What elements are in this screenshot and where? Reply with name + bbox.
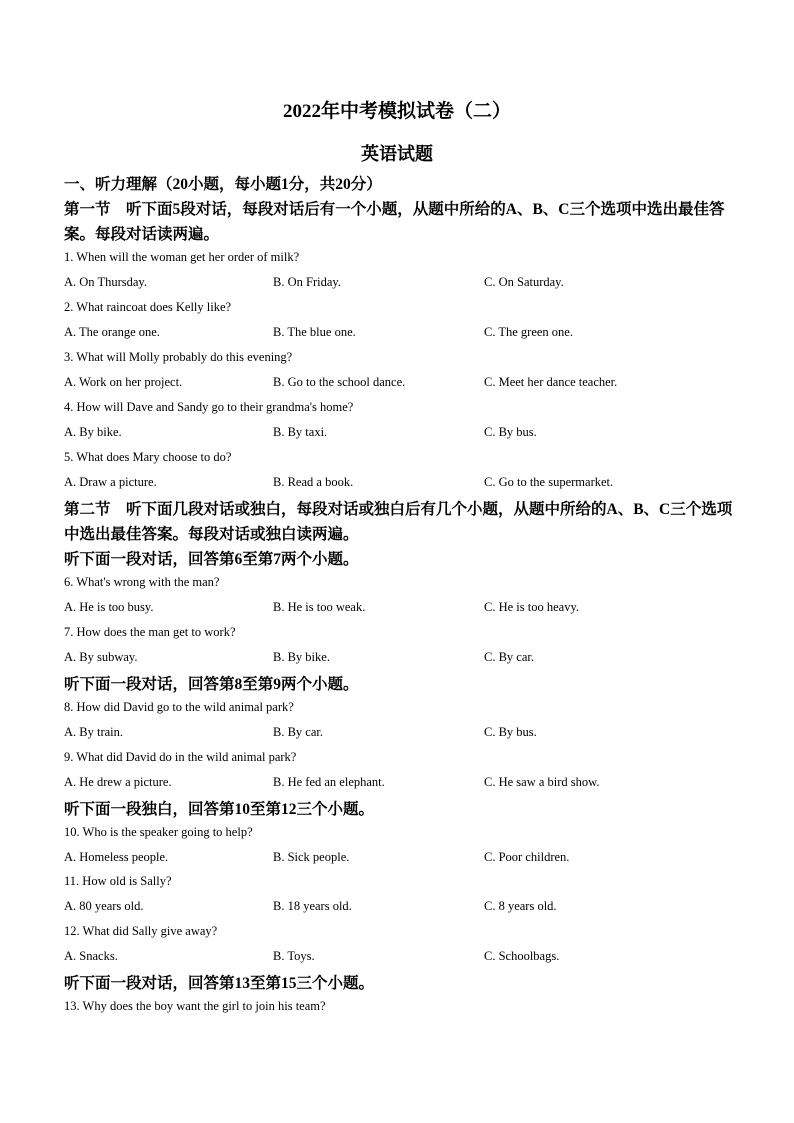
option-b: B. 18 years old. [273, 899, 352, 913]
option-b: B. By bike. [273, 650, 330, 664]
question-4: 4. How will Dave and Sandy go to their grandma's home? [64, 400, 354, 414]
option-a: A. By train. [64, 725, 124, 739]
question-1: 1. When will the woman get her order of milk? [64, 250, 300, 264]
option-c: C. Schoolbags. [484, 949, 560, 963]
section-1-instructions: 第一节 听下面5段对话，每段对话后有一个小题，从题中所给的A、B、C三个选项中选出最佳答案。每段对话读两遍。 [64, 201, 725, 243]
question-3: 3. What will Molly probably do this evening? [64, 350, 293, 364]
question-2: 2. What raincoat does Kelly like? [64, 300, 232, 314]
group-heading: 听下面一段独白，回答第10至第12三个小题。 [64, 801, 375, 818]
option-a: A. He is too busy. [64, 600, 154, 614]
question-12: 12. What did Sally give away? [64, 924, 218, 938]
group-heading: 听下面一段对话，回答第8至第9两个小题。 [64, 676, 359, 693]
part-heading: 一、听力理解（20小题，每小题1分，共20分） [64, 176, 382, 193]
option-a: A. On Thursday. [64, 275, 147, 289]
option-a: A. The orange one. [64, 325, 160, 339]
question-7: 7. How does the man get to work? [64, 625, 236, 639]
question-13: 13. Why does the boy want the girl to join his team? [64, 999, 326, 1013]
option-c: C. The green one. [484, 325, 573, 339]
option-a: A. Snacks. [64, 949, 118, 963]
option-b: B. On Friday. [273, 275, 341, 289]
question-11: 11. How old is Sally? [64, 874, 172, 888]
option-b: B. He fed an elephant. [273, 775, 385, 789]
option-b: B. By taxi. [273, 425, 328, 439]
option-c: C. By bus. [484, 725, 537, 739]
option-c: C. He saw a bird show. [484, 775, 600, 789]
question-10: 10. Who is the speaker going to help? [64, 825, 253, 839]
option-a: A. He drew a picture. [64, 775, 172, 789]
question-6: 6. What's wrong with the man? [64, 575, 220, 589]
option-c: C. Go to the supermarket. [484, 475, 614, 489]
exam-subtitle: 英语试题 [361, 144, 433, 164]
option-c: C. On Saturday. [484, 275, 564, 289]
question-8: 8. How did David go to the wild animal park? [64, 700, 294, 714]
option-c: C. Meet her dance teacher. [484, 375, 618, 389]
option-b: B. Read a book. [273, 475, 354, 489]
option-a: A. 80 years old. [64, 899, 144, 913]
question-9: 9. What did David do in the wild animal park? [64, 750, 297, 764]
option-a: A. By bike. [64, 425, 122, 439]
group-heading: 听下面一段对话，回答第13至第15三个小题。 [64, 975, 375, 992]
option-c: C. By car. [484, 650, 534, 664]
option-c: C. He is too heavy. [484, 600, 580, 614]
option-c: C. By bus. [484, 425, 537, 439]
option-b: B. Go to the school dance. [273, 375, 406, 389]
option-b: B. He is too weak. [273, 600, 366, 614]
option-a: A. Work on her project. [64, 375, 183, 389]
option-a: A. Homeless people. [64, 850, 169, 864]
question-5: 5. What does Mary choose to do? [64, 450, 232, 464]
option-a: A. Draw a picture. [64, 475, 157, 489]
option-b: B. Sick people. [273, 850, 350, 864]
option-c: C. Poor children. [484, 850, 570, 864]
group-heading: 听下面一段对话，回答第6至第7两个小题。 [64, 551, 359, 568]
exam-title: 2022年中考模拟试卷（二） [282, 101, 511, 122]
option-b: B. The blue one. [273, 325, 356, 339]
option-b: B. By car. [273, 725, 323, 739]
section-2-instructions: 第二节 听下面几段对话或独白，每段对话或独白后有几个小题，从题中所给的A、B、C三个选项中选出最佳答案。每段对话或独白读两遍。 [64, 501, 733, 543]
option-b: B. Toys. [273, 949, 315, 963]
option-c: C. 8 years old. [484, 899, 557, 913]
option-a: A. By subway. [64, 650, 138, 664]
